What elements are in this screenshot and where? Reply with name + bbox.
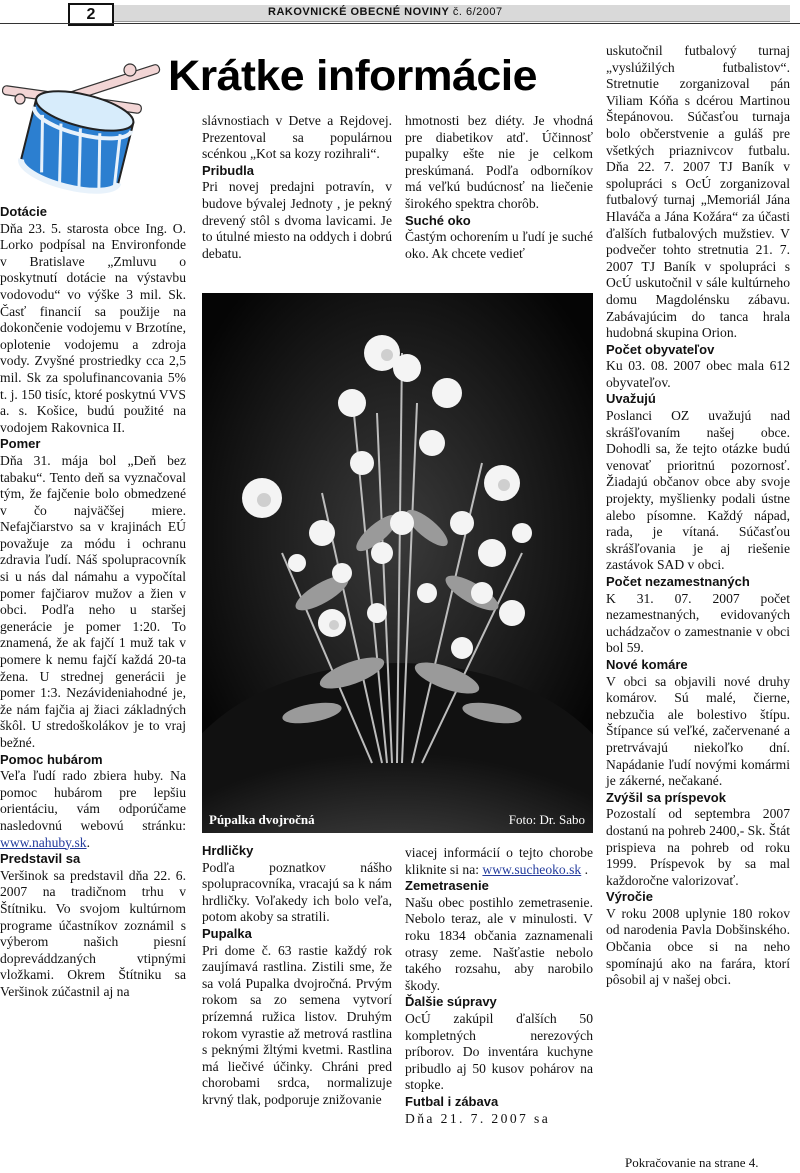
- text-futbal: Dňa 21. 7. 2007 sa: [405, 1110, 551, 1126]
- text-pupalka-cont: hmotnosti bez diéty. Je vhodná pre diabetikov atď. Účinnosť pupalky ešte nie je celkom preskúmaná. Podľa odborníkov má veľkú budúcnosť na liečenie širokého spektra chorôb.: [405, 113, 593, 211]
- heading-pocet-nezamestnanych: Počet nezamestnaných: [606, 574, 750, 589]
- heading-prispevok: Zvýšil sa príspevok: [606, 789, 726, 805]
- text-pomer: Dňa 31. mája bol „Deň bez tabaku“. Tento deň sa vyznačoval tým, že fajčenie bolo obmedzené v čo najväčšej miere. Nefajčiarstvo sa v krajinách EÚ považuje za módu i ochranu zdravia ľudí. Náš spolupracovník si u nás dal námahu a vypočítal pomer fajčiarov mužov a žien v obci. Podľa neho u staršej generácie je pomer 1:20. To znamená, že ak fajčí 1 muž tak v pomere k nemu fajčí každá 20-ta žena. U strednej generácii je pomer 1:3. Nezávideniahodné je, že nám fajčia aj žiaci základných škôl. U stredoškolákov je to vraj bežné.: [0, 452, 186, 750]
- heading-futbal: Futbal i zábava: [405, 1093, 499, 1109]
- text-suche-oko-cont: [405, 845, 593, 878]
- page-number: 2: [68, 3, 114, 26]
- text-hrdlicky: Podľa poznatkov nášho spolupracovníka, vracajú sa k nám hrdličky. Voľakedy ich bolo veľa, potom akoby sa stratili.: [202, 859, 392, 925]
- text-pomoc-end: .: [86, 834, 90, 850]
- heading-predstavil-sa: Predstavil sa: [0, 851, 81, 867]
- page-title: Krátke informácie: [168, 52, 537, 100]
- heading-vyrocie: Výročie: [606, 889, 653, 905]
- heading-dotacie: Dotácie: [0, 204, 47, 219]
- photo-credit: Foto: Dr. Sabo: [508, 812, 585, 827]
- text-uvazuju: Poslanci OZ uvažujú nad skrášľovaním našej obce. Dohodli sa, že tejto otázke budú venovať prioritnú pozornosť. Žiadajú občanov obce aby svoje projekty, myšlienky podali ústne alebo písomne. Každý nápad, rada, je vítaná. Súčasťou skrášľovania je aj riešenie zastávok SAD v obci.: [606, 408, 790, 573]
- text-futbal-cont: uskutočnil futbalový turnaj „vyslúžilých futbalistov“. Stretnutie zorganizoval pán Viliam Kóňa s dcérou Martinou Štepánovou. Súčasťou turnaja bolo občerstvenie a guláš pre všetkých priaznivcov futbalu. Dňa 22. 7. 2007 TJ Baník v spolupráci s OcÚ zorganizoval futbalový turnaj „Memoriál Jána Hlaváča a Jána Kožára“ za účasti ďalších futbalových mužstiev. V podvečer tohto stretnutia 21. 7. 2007 TJ Baník v spolupráci s OcÚ uskutočnil v sále kultúrneho domu Magdolénsku zábavu. Zabávajúcim do tanca hrala hudobná skupina Orion.: [606, 43, 790, 341]
- photo-caption: Púpalka dvojročná: [209, 812, 315, 827]
- text-pocet-nezamestnanych: K 31. 07. 2007 počet nezamestnaných, evidovaných uchádzačov o zamestnanie v obci bol 59.: [606, 590, 790, 656]
- column-3-bottom: [405, 845, 593, 1127]
- heading-pribudla: Pribudla: [202, 162, 255, 178]
- heading-uvazuju: Uvažujú: [606, 391, 656, 407]
- newspaper-header: [268, 6, 503, 18]
- text-pocet-obyvatelov: Ku 03. 08. 2007 obec mala 612 obyvateľov.: [606, 358, 790, 390]
- column-2-bottom: [202, 843, 392, 1109]
- newspaper-name: RAKOVNICKÉ OBECNÉ NOVINY: [268, 6, 450, 18]
- column-3-top: [405, 113, 593, 262]
- text-dotacie: Dňa 23. 5. starosta obce Ing. O. Lorko podpísal na Environfonde v Bratislave „Zmluvu o poskytnutí dotácie na výstavbu vodovodu“ vo výške 3 mil. Sk. Časť financií sa použije na dokončenie vodojemu v Brzotíne, oplotenie vodojemu a zdroja vody. Zvyšné prostriedky cca 2,5 mil. Sk za spolufinancovania 5% t. j. 150 tisíc, ktoré poskytnú VVS a. s. Košice, budú použité na vodojem Rakovnica II.: [0, 220, 186, 435]
- column-2-top: [202, 113, 392, 262]
- text-pomoc-hubarom: [0, 768, 186, 851]
- text-suche-oko-body: viacej informácií o tejto chorobe kliknite si na:: [405, 845, 593, 877]
- text-prispevok: Pozostalí od septembra 2007 dostanú na pohreb 2400,- Sk. Štát prispieva na pohreb od roku 1999. Príspevok by sa mal každoročne valorizovať.: [606, 806, 790, 888]
- flower-photo: [202, 293, 593, 833]
- text-nove-komare: V obci sa objavili nové druhy komárov. Sú malé, čierne, nebzučia ale bolestivo štípu. Štípance sú veľké, začervenané a pretrvávajú niekoľko dní. Napádanie ľudí novými komármi je zákerné, nečakané.: [606, 673, 790, 789]
- text-vyrocie: V roku 2008 uplynie 180 rokov od narodenia Pavla Dobšinského. Občania obce si na neho spomínajú ako na farára, ktorí pôsobil aj v našej obci.: [606, 905, 790, 988]
- heading-hrdlicky: Hrdličky: [202, 843, 254, 858]
- text-predstavil-cont: slávnostiach v Detve a Rejdovej. Prezentoval sa populárnou scénkou „Kot sa kozy rozihrali“.: [202, 113, 392, 162]
- heading-zemetrasenie: Zemetrasenie: [405, 878, 489, 894]
- text-zemetrasenie: Našu obec postihlo zemetrasenie. Nebolo teraz, ale v minulosti. V roku 1834 občania zaznamenali otrasy zeme. Našťastie nebolo takého rozsahu, aby narobilo škody.: [405, 894, 593, 993]
- heading-pocet-obyvatelov: Počet obyvateľov: [606, 341, 715, 357]
- text-predstavil-sa: Veršinok sa predstavil dňa 22. 6. 2007 na tradičnom trhu v Štítniku. Vo svojom kultúrnom programe účastníkov zoznámil s výberom našich piesní dopreváddzaných vtipnými vložkami. Okrem Štítniku sa Veršinok zúčastnil aj na: [0, 867, 186, 999]
- text-pomoc-body: Veľa ľudí rado zbiera huby. Na pomoc hubárom pre lepšiu orientáciu, vám odporúčame nasledovnú webovú stránku:: [0, 768, 186, 833]
- drum-icon: [2, 62, 162, 202]
- photo-evening-primrose: [202, 293, 593, 833]
- heading-pupalka: Pupalka: [202, 925, 252, 941]
- heading-pomer: Pomer: [0, 436, 41, 452]
- text-suche-oko-end: .: [581, 861, 589, 877]
- continuation-note: Pokračovanie na strane 4.: [625, 1155, 759, 1170]
- text-dalsie-supravy: OcÚ zakúpil ďalších 50 kompletných nerezových príborov. Do inventára kuchyne pribudlo aj 50 kusov pohárov na stopke.: [405, 1010, 593, 1093]
- heading-pomoc-hubarom: Pomoc hubárom: [0, 751, 103, 767]
- text-pribudla: Pri novej predajni potravín, v budove bývalej Jednoty , je pekný drevený stôl s dvoma lavicami. Je to útulné miesto na oddych i dobrú debatu.: [202, 179, 392, 261]
- link-sucheoko[interactable]: www.sucheoko.sk: [482, 861, 582, 877]
- link-nahuby[interactable]: www.nahuby.sk: [0, 834, 87, 850]
- issue-number: č. 6/2007: [452, 6, 503, 18]
- text-pupalka: Pri dome č. 63 rastie každý rok zaujímavá rastlina. Zistili sme, že sa volá Pupalka dvojročná. Prvým rokom sa zo semena vytvorí prízemná ružica listov. Druhým rokom vyrastie až metrová rastlina s peknými žltými kvetmi. Rastlina má liečivé účinky. Chráni pred chorobami srdca, normalizuje krvný tlak, podporuje znižovanie: [202, 942, 392, 1107]
- heading-dalsie-supravy: Ďalšie súpravy: [405, 994, 497, 1010]
- heading-nove-komare: Nové komáre: [606, 656, 688, 672]
- column-4: [606, 43, 790, 989]
- column-1: [0, 204, 186, 1001]
- heading-suche-oko: Suché oko: [405, 212, 471, 228]
- text-suche-oko: Častým ochorením u ľudí je suché oko. Ak chcete vedieť: [405, 229, 593, 261]
- header-rule: [0, 23, 800, 24]
